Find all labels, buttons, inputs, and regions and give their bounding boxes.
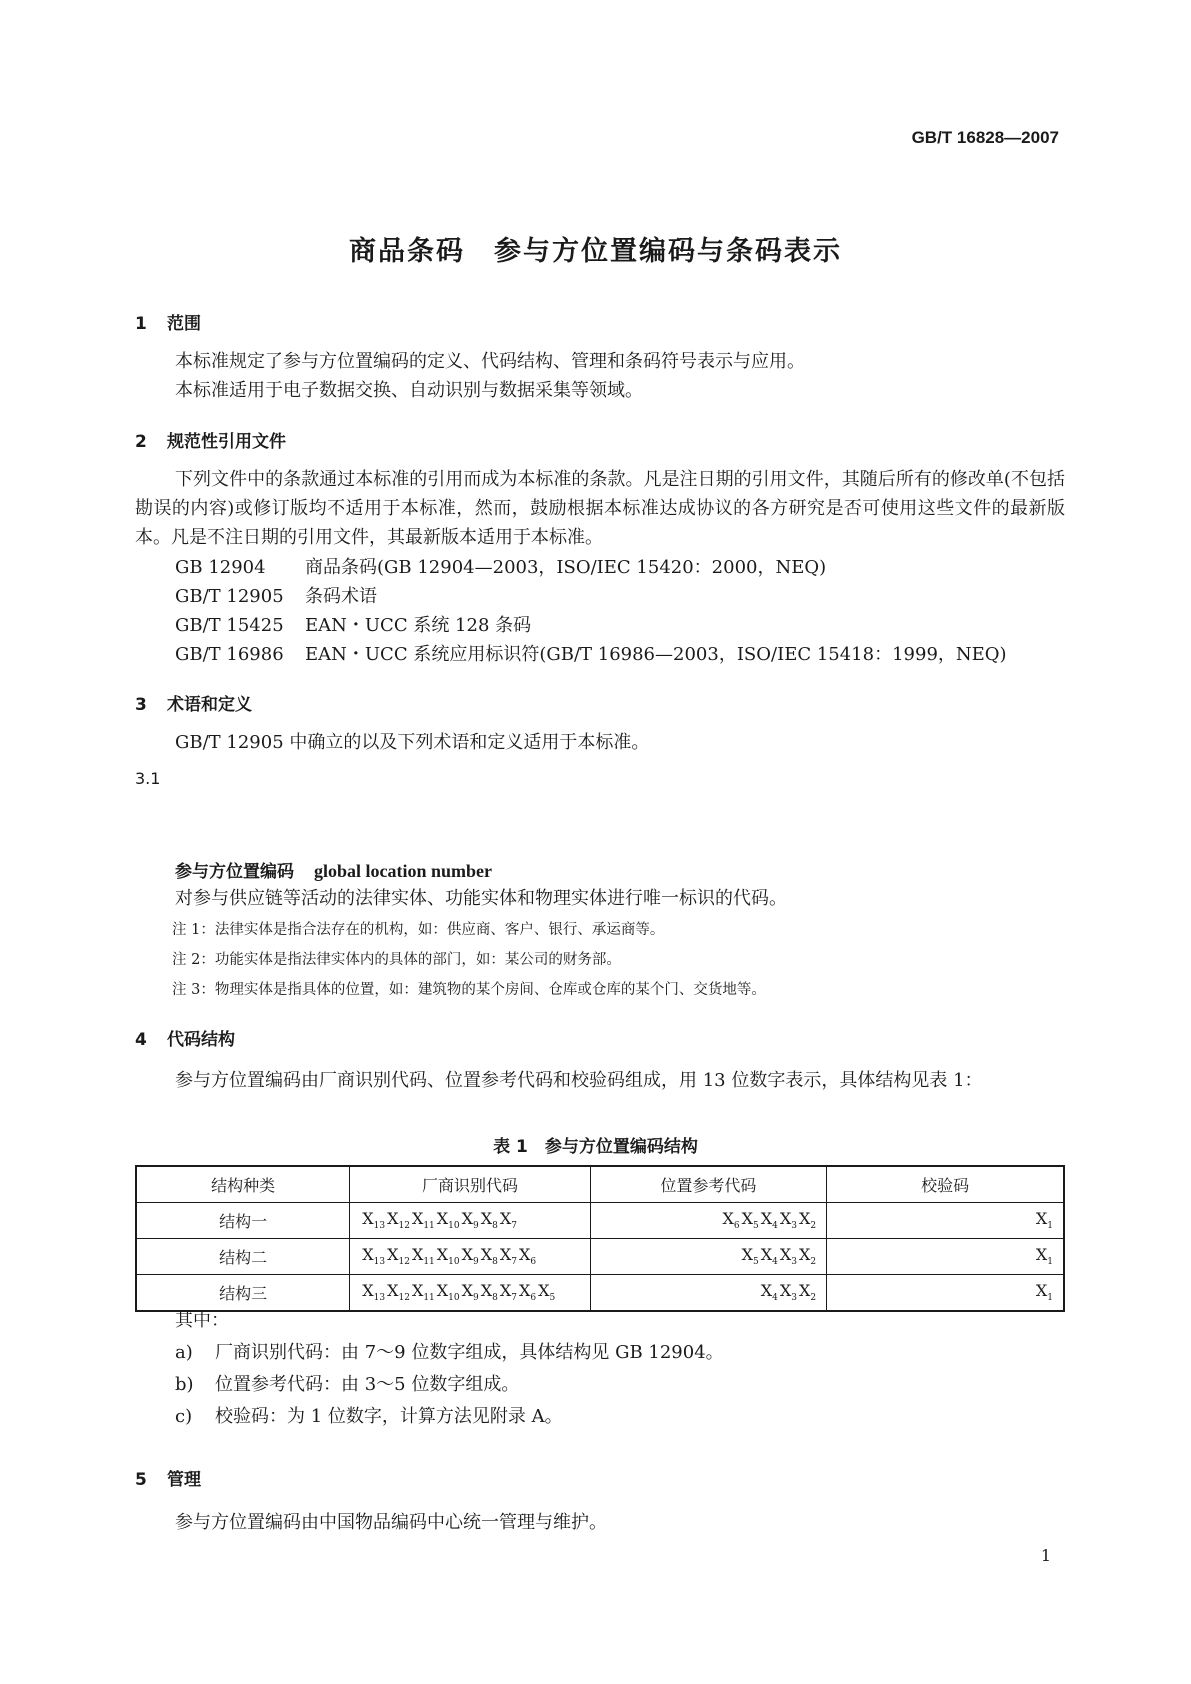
document-title: 商品条码 参与方位置编码与条码表示 [349,236,842,267]
digit-symbol: $X_{11}$ [411,1245,435,1268]
structure-table [135,1165,1065,1312]
digit-index: 12 [398,1293,410,1304]
digit-index: 10 [448,1221,460,1232]
list-item-text: 位置参考代码：由 3～5 位数字组成。 [215,1374,520,1395]
digit-index: 5 [549,1293,556,1304]
manufacturer-code-digits [350,1275,590,1312]
digit-index: 13 [373,1221,386,1232]
digit-index: 13 [373,1293,386,1304]
digit-index: 1 [1047,1293,1053,1304]
section-number: 2 [135,432,147,452]
section-5-heading [135,1465,201,1490]
digit-symbol: $X_{13}$ [362,1245,386,1268]
list-item-label: c) [175,1406,193,1427]
check-digit [827,1203,1064,1239]
table-row [136,1275,1064,1312]
note-1: 注 1：法律实体是指合法存在的机构，如：供应商、客户、银行、承运商等。 [172,922,665,938]
digit-symbol: $X_9$ [461,1281,479,1304]
digit-index: 7 [511,1293,517,1304]
digit-index: 3 [791,1293,798,1304]
digit-index: 6 [530,1293,537,1304]
reference-name: 条码术语 [305,586,377,607]
section-number: 5 [135,1470,147,1490]
digit-symbol: $X_1$ [1035,1245,1053,1268]
digit-symbol: $X_{12}$ [387,1209,410,1232]
digit-symbol: $X_1$ [1035,1281,1053,1304]
header-manufacturer-code: 厂商识别代码 [350,1166,590,1203]
digit-index: 4 [772,1293,778,1304]
header-check-digit: 校验码 [827,1166,1064,1203]
scope-paragraph-1: 本标准规定了参与方位置编码的定义、代码结构、管理和条码符号表示与应用。 [175,351,805,372]
digit-index: 7 [511,1257,517,1268]
digit-index: 10 [448,1293,460,1304]
reference-name: 商品条码(GB 12904—2003，ISO/IEC 15420：2000，NEQ) [305,557,827,578]
digit-symbol: $X_2$ [799,1209,817,1232]
list-item-text: 厂商识别代码：由 7～9 位数字组成，具体结构见 GB 12904。 [215,1342,724,1363]
table-row [136,1203,1064,1239]
digit-symbol: $X_9$ [461,1209,479,1232]
manufacturer-code-digits [350,1239,590,1275]
reference-item [175,582,377,611]
header-location-code: 位置参考代码 [590,1166,826,1203]
section-4-heading [135,1025,235,1050]
term-english: global location number [314,861,493,881]
check-digit [827,1239,1064,1275]
digit-symbol: $X_{10}$ [436,1245,460,1268]
digit-index: 13 [373,1257,386,1268]
reference-item [175,553,826,582]
location-code-digits [590,1203,826,1239]
subclause-number: 3.1 [135,769,161,788]
digit-symbol: $X_{13}$ [362,1209,386,1232]
note-2: 注 2：功能实体是指法律实体内的具体的部门，如：某公司的财务部。 [172,952,621,968]
digit-symbol: $X_9$ [461,1245,479,1268]
digit-symbol: $X_3$ [779,1245,798,1268]
digit-index: 9 [473,1257,479,1268]
digit-symbol: $X_3$ [779,1281,798,1304]
reference-name: EAN・UCC 系统应用标识符(GB/T 16986—2003，ISO/IEC 15418：1999，NEQ) [305,644,1007,665]
digit-index: 3 [791,1221,798,1232]
check-digit [827,1275,1064,1312]
list-item [175,1402,563,1431]
digit-symbol: $X_5$ [538,1281,556,1304]
location-code-digits [590,1239,826,1275]
digit-index: 3 [791,1257,798,1268]
list-item [175,1338,724,1367]
list-item-text: 校验码：为 1 位数字，计算方法见附录 A。 [215,1406,563,1427]
section-title: 代码结构 [167,1030,235,1050]
header-structure-type: 结构种类 [136,1166,350,1203]
section-title: 术语和定义 [167,695,252,715]
digit-symbol: $X_6$ [519,1245,537,1268]
section-number: 3 [135,695,147,715]
where-label: 其中： [175,1310,229,1331]
manufacturer-code-digits [350,1203,590,1239]
reference-code: GB/T 16986 [175,644,284,665]
digit-index: 1 [1047,1257,1053,1268]
section-2-heading [135,427,286,452]
digit-symbol: $X_4$ [760,1245,778,1268]
digit-index: 1 [1047,1221,1053,1232]
digit-symbol: $X_8$ [480,1281,498,1304]
digit-symbol: $X_7$ [499,1281,517,1304]
digit-index: 12 [398,1257,410,1268]
section-number: 4 [135,1030,147,1050]
management-paragraph: 参与方位置编码由中国物品编码中心统一管理与维护。 [175,1512,607,1533]
digit-index: 2 [810,1257,817,1268]
list-item-label: b) [175,1374,194,1395]
digit-symbol: $X_5$ [741,1245,759,1268]
digit-index: 10 [448,1257,460,1268]
reference-item [175,640,1007,669]
structure-type: 结构二 [136,1239,350,1275]
digit-index: 6 [530,1257,537,1268]
structure-type: 结构三 [136,1275,350,1312]
page-number: 1 [1040,1546,1051,1565]
digit-symbol: $X_{10}$ [436,1281,460,1304]
digit-index: 2 [810,1293,817,1304]
standard-code: GB/T 16828—2007 [911,128,1059,147]
digit-index: 8 [492,1257,498,1268]
digit-symbol: $X_2$ [799,1281,817,1304]
digit-symbol: $X_7$ [499,1245,517,1268]
digit-index: 12 [398,1221,410,1232]
digit-symbol: $X_4$ [760,1281,778,1304]
structure-type: 结构一 [136,1203,350,1239]
digit-index: 6 [733,1221,740,1232]
terms-intro: GB/T 12905 中确立的以及下列术语和定义适用于本标准。 [175,732,650,753]
term-chinese: 参与方位置编码 [175,862,294,882]
digit-symbol: $X_{13}$ [362,1281,386,1304]
section-title: 管理 [167,1470,201,1490]
reference-code: GB/T 12905 [175,586,284,607]
normative-references-intro: 下列文件中的条款通过本标准的引用而成为本标准的条款。凡是注日期的引用文件，其随后所有的修改单(不包括勘误的内容)或修订版均不适用于本标准，然而，鼓励根据本标准达成协议的各方研究是否可使用这些文件的最新版本。凡是不注日期的引用文件，其最新版本适用于本标准。 [135,469,1065,548]
list-item-label: a) [175,1342,193,1363]
digit-index: 11 [423,1221,435,1232]
digit-symbol: $X_5$ [741,1209,759,1232]
digit-index: 9 [473,1293,479,1304]
digit-index: 7 [511,1221,517,1232]
location-code-digits [590,1275,826,1312]
digit-symbol: $X_2$ [799,1245,817,1268]
digit-index: 4 [772,1221,778,1232]
digit-index: 8 [492,1293,498,1304]
digit-symbol: $X_{12}$ [387,1245,410,1268]
digit-symbol: $X_{12}$ [387,1281,410,1304]
digit-index: 5 [753,1221,759,1232]
section-number: 1 [135,314,147,334]
digit-index: 11 [423,1257,435,1268]
reference-name: EAN・UCC 系统 128 条码 [305,615,532,636]
digit-symbol: $X_6$ [519,1281,537,1304]
digit-index: 5 [753,1257,759,1268]
digit-symbol: $X_{11}$ [411,1209,435,1232]
section-title: 范围 [167,314,201,334]
digit-index: 4 [772,1257,778,1268]
digit-index: 8 [492,1221,498,1232]
table-caption: 表 1 参与方位置编码结构 [493,1137,698,1157]
digit-index: 9 [473,1221,479,1232]
digit-symbol: $X_7$ [499,1209,517,1232]
digit-symbol: $X_{10}$ [436,1209,460,1232]
table-row [136,1239,1064,1275]
list-item [175,1370,519,1399]
digit-symbol: $X_8$ [480,1245,498,1268]
digit-symbol: $X_6$ [722,1209,740,1232]
code-structure-intro: 参与方位置编码由厂商识别代码、位置参考代码和校验码组成，用 13 位数字表示，具体结构见表 1： [175,1070,983,1091]
section-3-heading [135,690,252,715]
term-entry [175,857,492,882]
term-definition: 对参与供应链等活动的法律实体、功能实体和物理实体进行唯一标识的代码。 [175,888,787,909]
section-title: 规范性引用文件 [167,432,286,452]
reference-code: GB 12904 [175,557,266,578]
digit-index: 2 [810,1221,817,1232]
reference-code: GB/T 15425 [175,615,284,636]
reference-item [175,611,531,640]
section-1-heading [135,309,201,334]
scope-paragraph-2: 本标准适用于电子数据交换、自动识别与数据采集等领域。 [175,380,643,401]
digit-symbol: $X_8$ [480,1209,498,1232]
digit-symbol: $X_{11}$ [411,1281,435,1304]
note-3: 注 3：物理实体是指具体的位置，如：建筑物的某个房间、仓库或仓库的某个门、交货地等。 [172,982,766,998]
digit-symbol: $X_3$ [779,1209,798,1232]
digit-symbol: $X_1$ [1035,1209,1053,1232]
digit-symbol: $X_4$ [760,1209,778,1232]
table-header-row [136,1166,1064,1203]
digit-index: 11 [423,1293,435,1304]
